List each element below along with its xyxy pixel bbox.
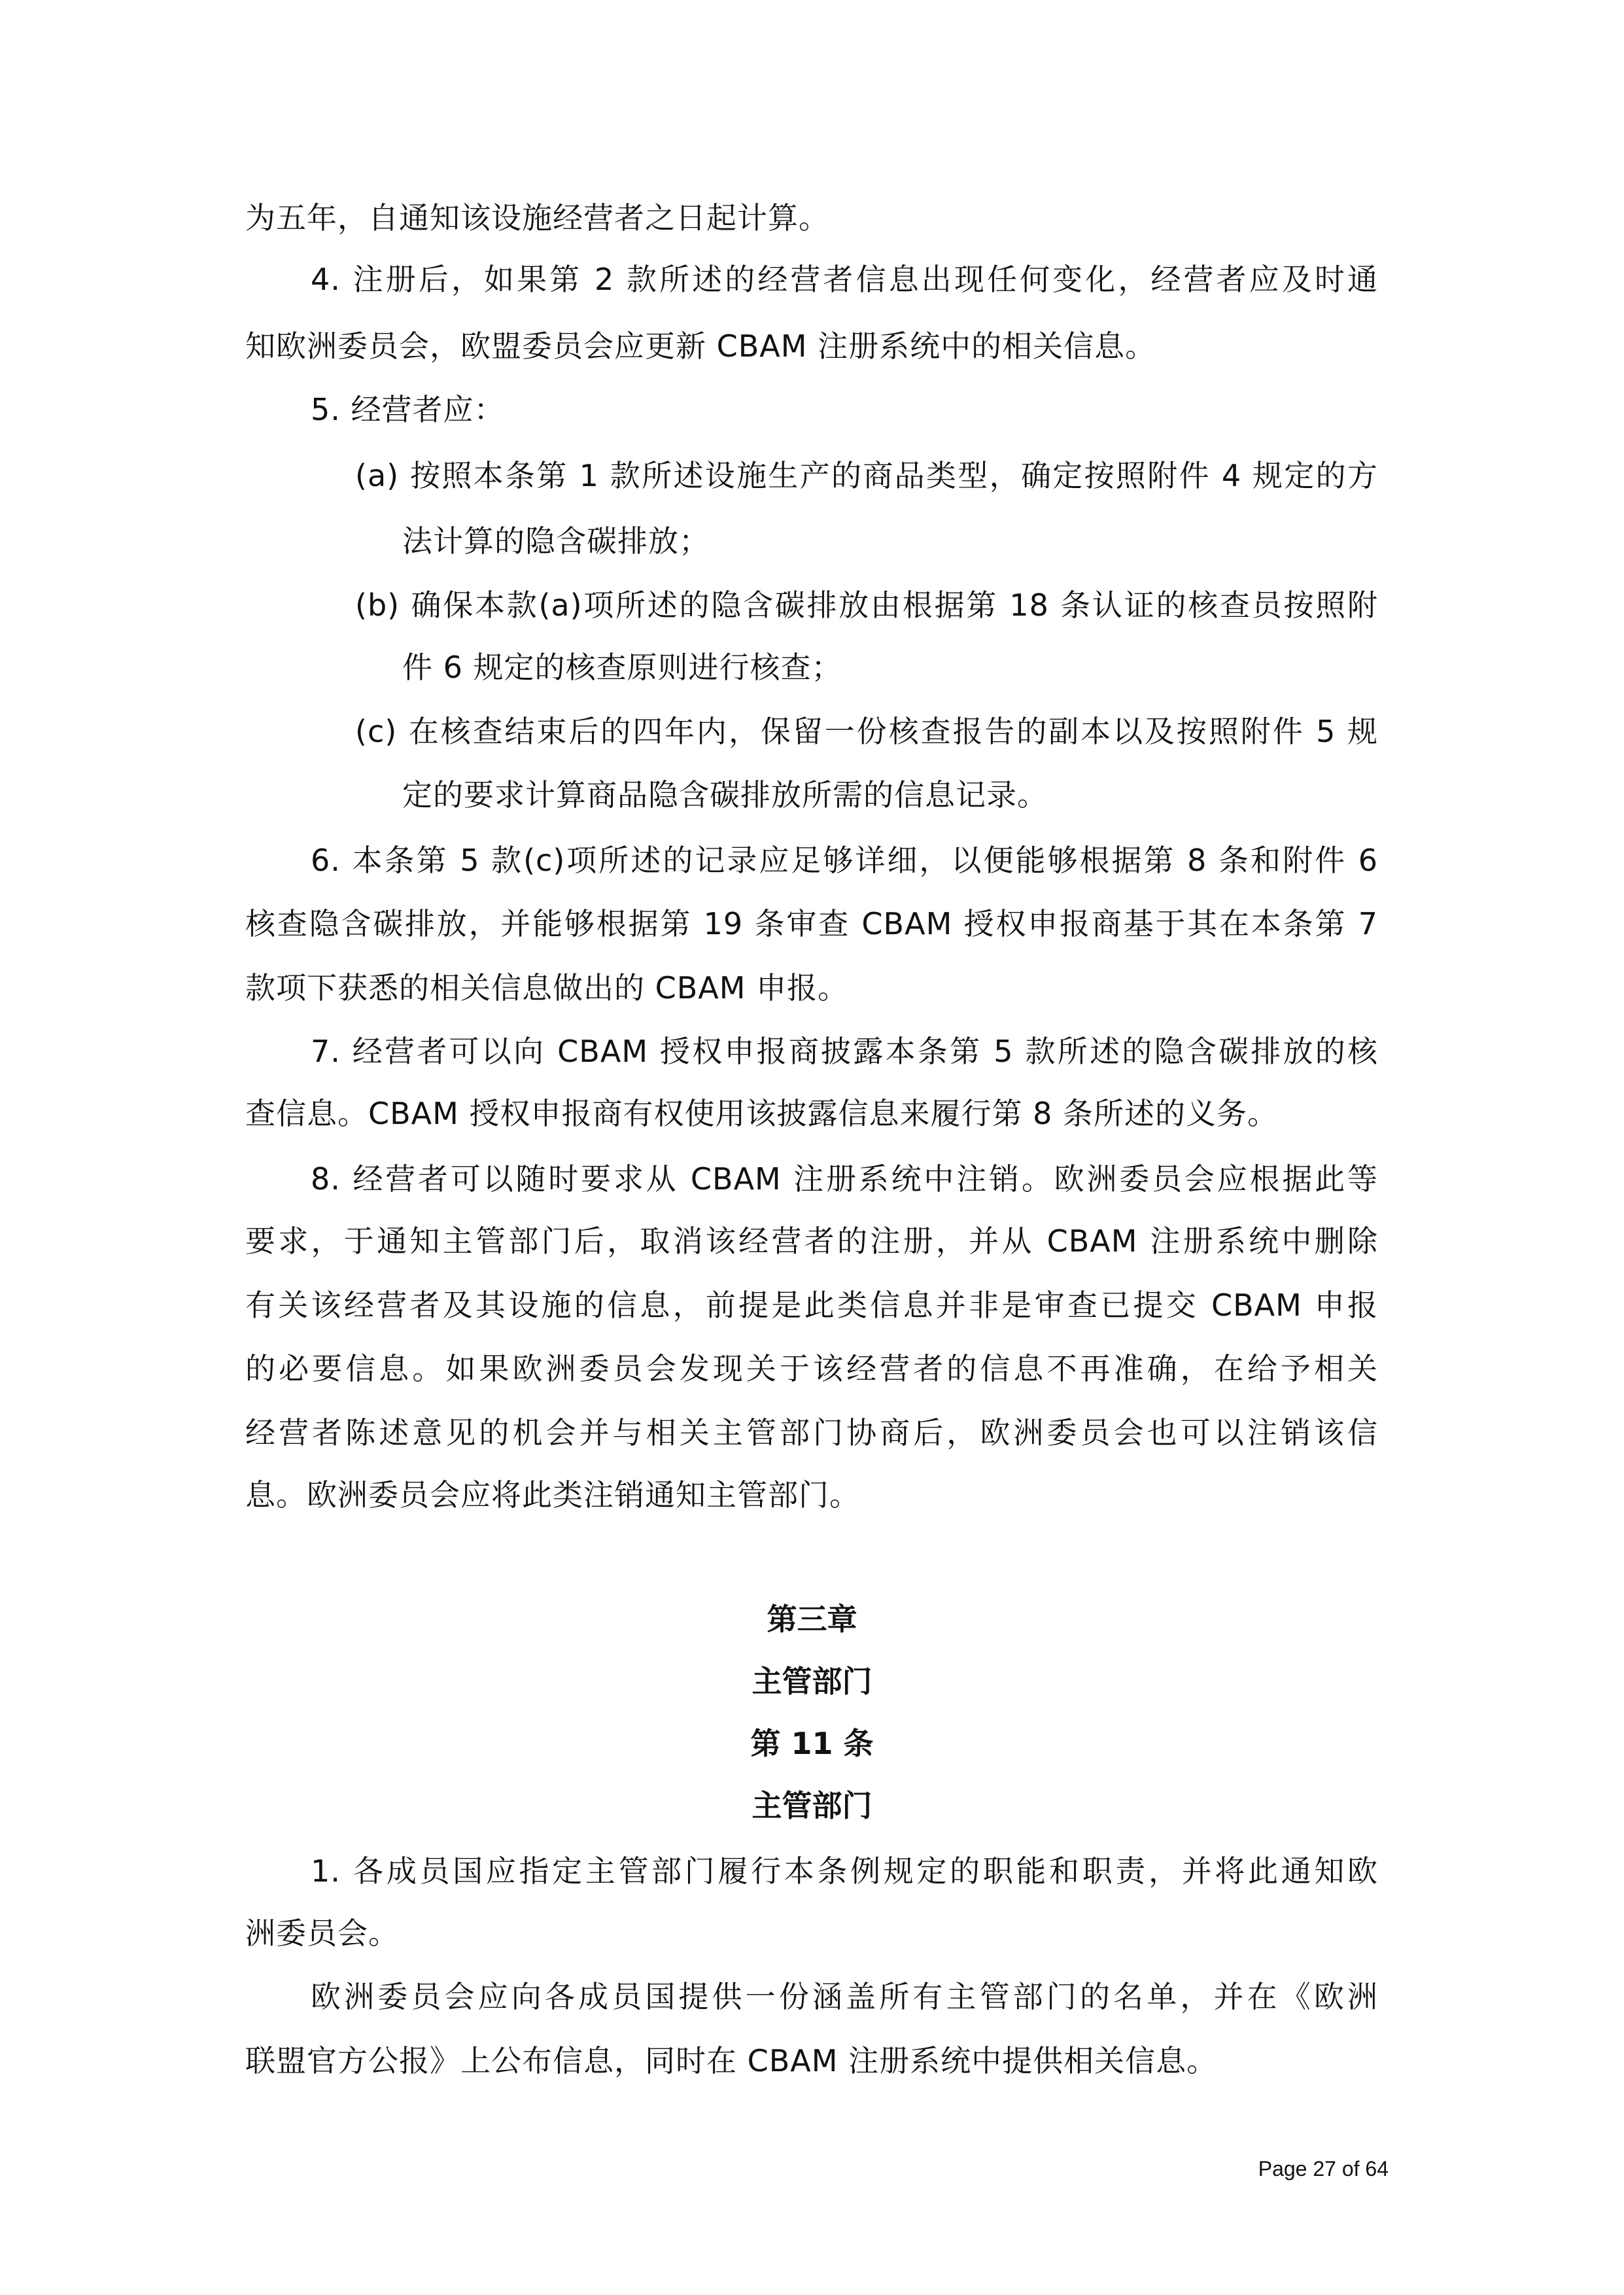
list-item-line: 件 6 规定的核查原则进行核查； [402, 650, 842, 685]
list-item-line: 法计算的隐含碳排放； [402, 523, 710, 559]
chapter-title-heading: 主管部门 [752, 1664, 872, 1699]
paragraph-line: 为五年，自通知该设施经营者之日起计算。 [245, 200, 829, 236]
paragraph-line: 款项下获悉的相关信息做出的 CBAM 申报。 [245, 970, 849, 1006]
paragraph-line: 1. 各成员国应指定主管部门履行本条例规定的职能和职责，并将此通知欧 [311, 1853, 1378, 1889]
article-number-heading: 第 11 条 [750, 1726, 874, 1761]
paragraph-line: 查信息。CBAM 授权申报商有权使用该披露信息来履行第 8 条所述的义务。 [245, 1096, 1278, 1131]
page-number: Page 27 of 64 [1258, 2157, 1389, 2181]
list-item-line: (c) 在核查结束后的四年内，保留一份核查报告的副本以及按照附件 5 规 [355, 714, 1378, 749]
chapter-number-heading: 第三章 [767, 1602, 857, 1637]
paragraph-line: 6. 本条第 5 款(c)项所述的记录应足够详细，以便能够根据第 8 条和附件 6 [311, 843, 1378, 878]
paragraph-line: 经营者陈述意见的机会并与相关主管部门协商后，欧洲委员会也可以注销该信 [245, 1415, 1378, 1450]
paragraph-line: 5. 经营者应： [311, 392, 505, 427]
paragraph-line: 的必要信息。如果欧洲委员会发现关于该经营者的信息不再准确，在给予相关 [245, 1351, 1378, 1386]
paragraph-line: 8. 经营者可以随时要求从 CBAM 注册系统中注销。欧洲委员会应根据此等 [311, 1161, 1378, 1197]
paragraph-line: 欧洲委员会应向各成员国提供一份涵盖所有主管部门的名单，并在《欧洲 [311, 1979, 1378, 2014]
paragraph-line: 要求，于通知主管部门后，取消该经营者的注册，并从 CBAM 注册系统中删除 [245, 1223, 1378, 1259]
paragraph-line: 核查隐含碳排放，并能够根据第 19 条审查 CBAM 授权申报商基于其在本条第 7 [245, 906, 1378, 941]
list-item-line: (a) 按照本条第 1 款所述设施生产的商品类型，确定按照附件 4 规定的方 [355, 458, 1378, 493]
paragraph-line: 息。欧洲委员会应将此类注销通知主管部门。 [245, 1477, 860, 1513]
list-item-line: (b) 确保本款(a)项所述的隐含碳排放由根据第 18 条认证的核查员按照附 [355, 587, 1378, 623]
paragraph-line: 洲委员会。 [245, 1916, 399, 1951]
paragraph-line: 7. 经营者可以向 CBAM 授权申报商披露本条第 5 款所述的隐含碳排放的核 [311, 1034, 1378, 1069]
paragraph-line: 4. 注册后，如果第 2 款所述的经营者信息出现任何变化，经营者应及时通 [311, 262, 1378, 297]
article-title-heading: 主管部门 [752, 1788, 872, 1823]
paragraph-line: 有关该经营者及其设施的信息，前提是此类信息并非是审查已提交 CBAM 申报 [245, 1288, 1378, 1323]
list-item-line: 定的要求计算商品隐含碳排放所需的信息记录。 [402, 777, 1048, 813]
paragraph-line: 知欧洲委员会，欧盟委员会应更新 CBAM 注册系统中的相关信息。 [245, 328, 1156, 364]
paragraph-line: 联盟官方公报》上公布信息，同时在 CBAM 注册系统中提供相关信息。 [245, 2043, 1218, 2078]
